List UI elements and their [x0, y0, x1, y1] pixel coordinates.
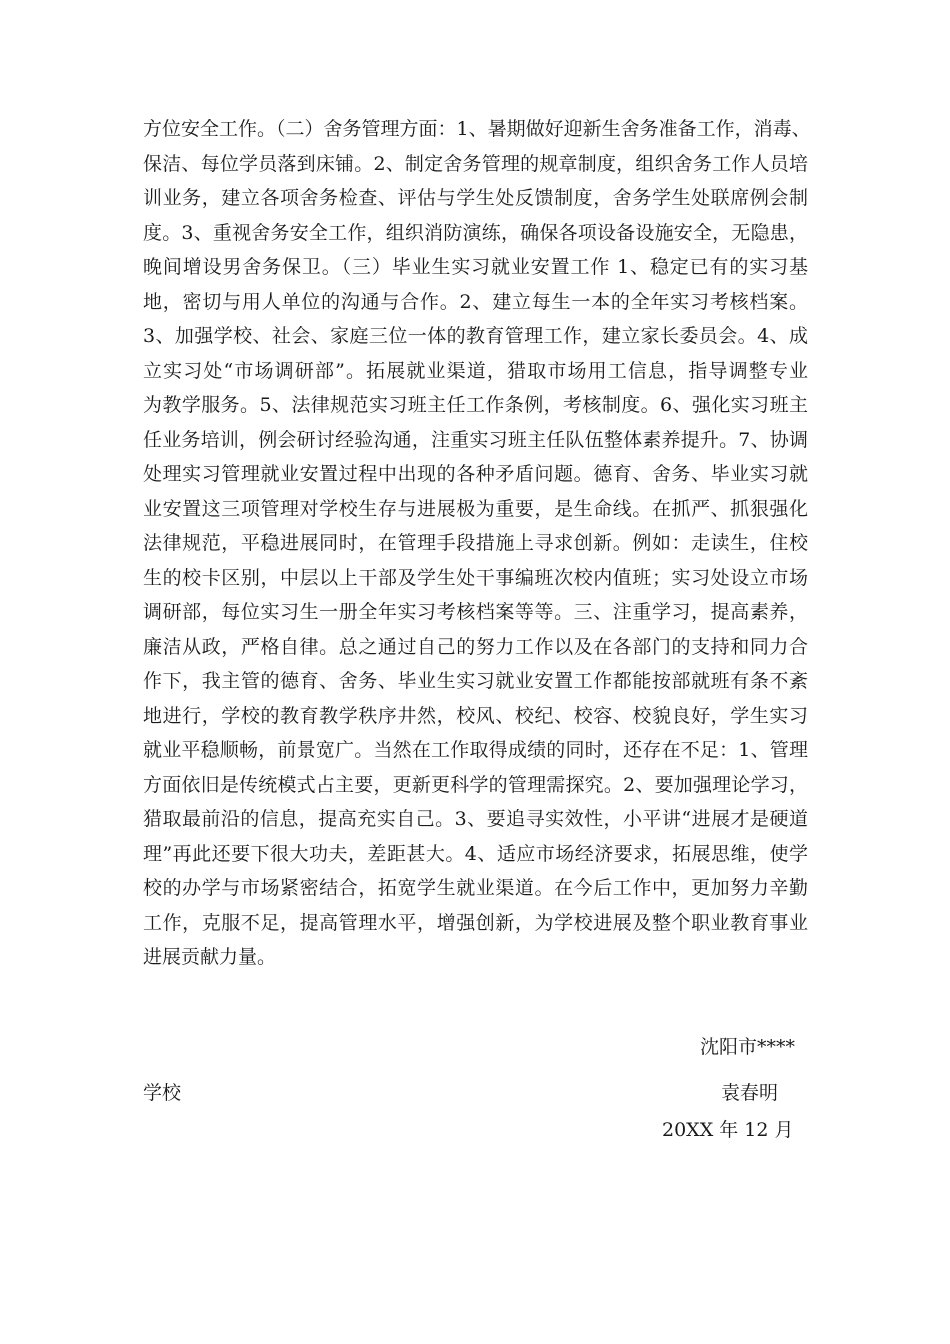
- body-line: 3、加强学校、社会、家庭三位一体的教育管理工作，建立家长委员会。4、成: [143, 325, 808, 347]
- signature-date: 20XX 年 12 月: [662, 1119, 794, 1141]
- body-line-last: 进展贡献力量。: [143, 946, 277, 968]
- body-line: 工作，克服不足，提高管理水平，增强创新，为学校进展及整个职业教育事业: [143, 911, 808, 934]
- body-line: 方面依旧是传统模式占主要，更新更科学的管理需探究。2、要加强理论学习，: [143, 773, 808, 796]
- body-line: 方位安全工作。（二）舍务管理方面：1、暑期做好迎新生舍务准备工作，消毒、: [143, 118, 811, 140]
- body-line: 调研部，每位实习生一册全年实习考核档案等等。三、注重学习，提高素养，: [143, 601, 808, 623]
- body-line: 猎取最前沿的信息，提高充实自己。3、要追寻实效性，小平讲“进展才是硬道: [143, 808, 808, 830]
- signature-city: 沈阳市****: [700, 1036, 796, 1058]
- body-line: 业安置这三项管理对学校生存与进展极为重要，是生命线。在抓严、抓狠强化: [143, 497, 808, 520]
- body-line: 处理实习管理就业安置过程中出现的各种矛盾问题。德育、舍务、毕业实习就: [143, 463, 808, 485]
- body-line: 为教学服务。5、法律规范实习班主任工作条例，考核制度。6、强化实习班主: [143, 394, 808, 416]
- body-line: 度。3、重视舍务安全工作，组织消防演练，确保各项设备设施安全，无隐患，: [143, 221, 808, 244]
- body-line: 理”再此还要下很大功夫，差距甚大。4、适应市场经济要求，拓展思维，使学: [143, 842, 808, 865]
- signature-name: 袁春明: [721, 1082, 779, 1104]
- body-line: 作下，我主管的德育、舍务、毕业生实习就业安置工作都能按部就班有条不紊: [143, 670, 808, 692]
- body-line: 训业务，建立各项舍务检查、评估与学生处反馈制度，舍务学生处联席例会制: [143, 187, 808, 209]
- body-line: 晚间增设男舍务保卫。（三）毕业生实习就业安置工作 1、稳定已有的实习基: [143, 256, 808, 278]
- body-line: 地进行，学校的教育教学秩序井然，校风、校纪、校容、校貌良好，学生实习: [143, 704, 808, 727]
- body-line: 廉洁从政，严格自律。总之通过自己的努力工作以及在各部门的支持和同力合: [143, 635, 808, 658]
- body-line: 立实习处“市场调研部”。拓展就业渠道，猎取市场用工信息，指导调整专业: [143, 359, 808, 382]
- body-line: 地，密切与用人单位的沟通与合作。2、建立每生一本的全年实习考核档案。: [143, 290, 808, 313]
- body-line: 就业平稳顺畅，前景宽广。当然在工作取得成绩的同时，还存在不足：1、管理: [143, 739, 808, 761]
- body-line: 任业务培训，例会研讨经验沟通，注重实习班主任队伍整体素养提升。7、协调: [143, 428, 808, 451]
- signature-school: 学校: [143, 1082, 182, 1104]
- document-body: [143, 112, 811, 975]
- body-line: 校的办学与市场紧密结合，拓宽学生就业渠道。在今后工作中，更加努力辛勤: [143, 877, 808, 899]
- body-line: 保洁、每位学员落到床铺。2、制定舍务管理的规章制度，组织舍务工作人员培: [143, 152, 808, 175]
- body-line: 生的校卡区别，中层以上干部及学生处干事编班次校内值班；实习处设立市场: [143, 566, 808, 589]
- body-line: 法律规范，平稳进展同时，在管理手段措施上寻求创新。例如：走读生，住校: [143, 532, 808, 554]
